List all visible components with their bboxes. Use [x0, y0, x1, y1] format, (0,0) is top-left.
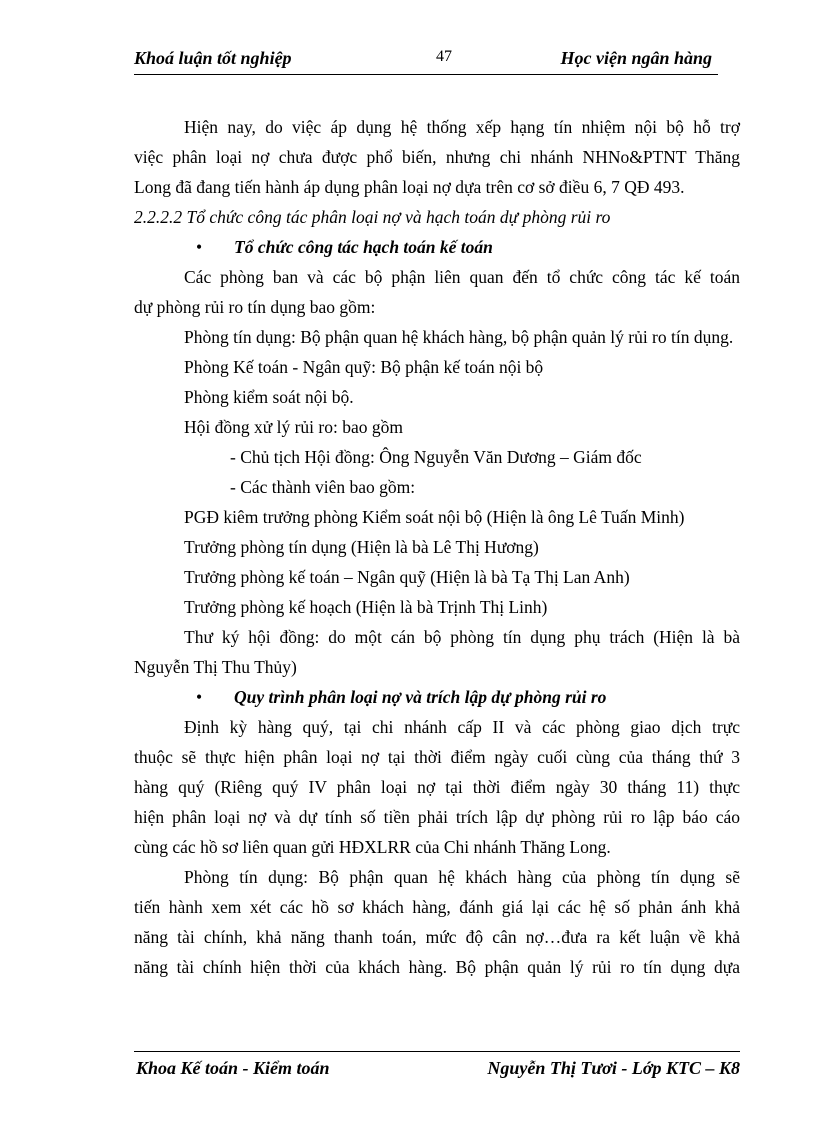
sub-list-item: - Chủ tịch Hội đồng: Ông Nguyễn Văn Dương – Giám đốc: [230, 447, 642, 467]
paragraph-line: năng tài chính hiện thời của khách hàng. Bộ phận quản lý rủi ro tín dụng dựa: [134, 957, 740, 977]
bullet-heading: [134, 682, 740, 712]
page-header: [134, 48, 718, 75]
sub-list-item: - Các thành viên bao gồm:: [230, 477, 416, 497]
paragraph-line: Hiện nay, do việc áp dụng hệ thống xếp hạng tín nhiệm nội bộ hỗ trợ: [184, 117, 740, 137]
member-item: Trưởng phòng kế hoạch (Hiện là bà Trịnh Thị Linh): [184, 597, 548, 617]
page-number: 47: [436, 48, 452, 65]
list-item: Hội đồng xử lý rủi ro: bao gồm: [184, 417, 403, 437]
list-item: Phòng Kế toán - Ngân quỹ: Bộ phận kế toán nội bộ: [184, 357, 544, 377]
section-heading: 2.2.2.2 Tổ chức công tác phân loại nợ và hạch toán dự phòng rủi ro: [134, 207, 611, 227]
page-footer: [134, 1051, 740, 1084]
bullet-heading-text: Quy trình phân loại nợ và trích lập dự phòng rủi ro: [234, 687, 607, 707]
paragraph-line: Thư ký hội đồng: do một cán bộ phòng tín dụng phụ trách (Hiện là bà: [184, 627, 740, 647]
list-item: Phòng tín dụng: Bộ phận quan hệ khách hàng, bộ phận quản lý rủi ro tín dụng.: [184, 327, 734, 347]
paragraph-line: Phòng tín dụng: Bộ phận quan hệ khách hàng của phòng tín dụng sẽ: [184, 867, 740, 887]
paragraph-line: hàng quý (Riêng quý IV phân loại nợ tại thời điểm ngày 30 tháng 11) thực: [134, 777, 740, 797]
paragraph-line: thuộc sẽ thực hiện phân loại nợ tại thời điểm ngày cuối cùng của tháng thứ 3: [134, 747, 740, 767]
header-institution: Học viện ngân hàng: [560, 48, 712, 68]
paragraph-line: hiện phân loại nợ và dự tính số tiền phải trích lập dự phòng rủi ro lập báo cáo: [134, 807, 740, 827]
footer-faculty: Khoa Kế toán - Kiểm toán: [136, 1058, 330, 1078]
header-thesis-title: Khoá luận tốt nghiệp: [134, 48, 292, 68]
document-body: [134, 112, 740, 982]
bullet-heading: [134, 232, 740, 262]
paragraph-line: tiến hành xem xét các hồ sơ khách hàng, đánh giá lại các hệ số phản ánh khả: [134, 897, 740, 917]
bullet-icon: •: [196, 687, 203, 707]
paragraph-line: Nguyễn Thị Thu Thủy): [134, 657, 297, 677]
member-item: Trưởng phòng tín dụng (Hiện là bà Lê Thị Hương): [184, 537, 539, 557]
member-item: Trưởng phòng kế toán – Ngân quỹ (Hiện là bà Tạ Thị Lan Anh): [184, 567, 630, 587]
footer-author: Nguyễn Thị Tươi - Lớp KTC – K8: [487, 1058, 740, 1078]
list-item: Phòng kiểm soát nội bộ.: [184, 387, 354, 407]
paragraph-line: dự phòng rủi ro tín dụng bao gồm:: [134, 297, 376, 317]
bullet-icon: •: [196, 237, 203, 257]
paragraph-line: cùng các hồ sơ liên quan gửi HĐXLRR của Chi nhánh Thăng Long.: [134, 837, 611, 857]
paragraph-line: Các phòng ban và các bộ phận liên quan đến tổ chức công tác kế toán: [184, 267, 740, 287]
paragraph-line: việc phân loại nợ chưa được phổ biến, nhưng chi nhánh NHNo&PTNT Thăng: [134, 147, 740, 167]
paragraph-line: Long đã đang tiến hành áp dụng phân loại nợ dựa trên cơ sở điều 6, 7 QĐ 493.: [134, 177, 685, 197]
paragraph-line: năng tài chính, khả năng thanh toán, mức độ cân nợ…đưa ra kết luận về khả: [134, 927, 740, 947]
bullet-heading-text: Tổ chức công tác hạch toán kế toán: [234, 237, 493, 257]
member-item: PGĐ kiêm trưởng phòng Kiểm soát nội bộ (Hiện là ông Lê Tuấn Minh): [184, 507, 685, 527]
paragraph-line: Định kỳ hàng quý, tại chi nhánh cấp II và các phòng giao dịch trực: [184, 717, 740, 737]
